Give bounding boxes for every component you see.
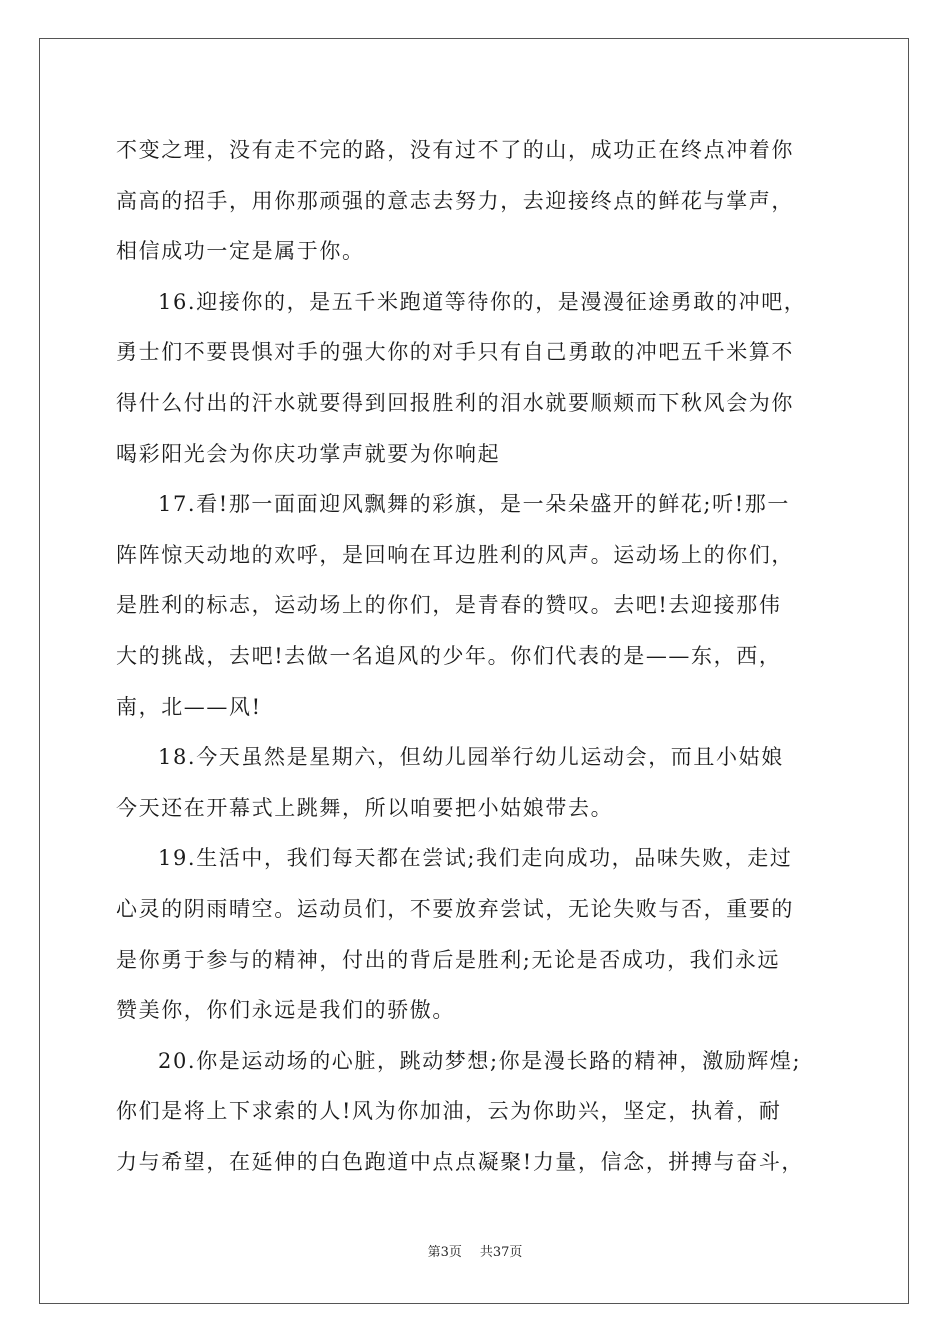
text-line: 力与希望，在延伸的白色跑道中点点凝聚!力量，信念，拼搏与奋斗，	[116, 1149, 805, 1174]
paragraph-16	[116, 277, 846, 479]
paragraph-19	[116, 833, 846, 1035]
text-line: 不变之理，没有走不完的路，没有过不了的山，成功正在终点冲着你	[116, 138, 794, 162]
text-line: 南，北——风!	[116, 694, 262, 719]
text-line: 16.迎接你的，是五千米跑道等待你的，是漫漫征途勇敢的冲吧，	[158, 289, 807, 314]
paragraph-20	[116, 1036, 846, 1188]
text-line: 勇士们不要畏惧对手的强大你的对手只有自己勇敢的冲吧五千米算不	[116, 340, 794, 365]
paragraph-18	[116, 732, 846, 833]
text-line: 18.今天虽然是星期六，但幼儿园举行幼儿运动会，而且小姑娘	[158, 745, 784, 770]
text-line: 相信成功一定是属于你。	[116, 239, 365, 264]
text-line: 高高的招手，用你那顽强的意志去努力，去迎接终点的鲜花与掌声，	[116, 188, 794, 213]
text-line: 心灵的阴雨晴空。运动员们，不要放弃尝试，无论失败与否，重要的	[116, 896, 794, 921]
text-line: 17.看!那一面面迎风飘舞的彩旗，是一朵朵盛开的鲜花;听!那一	[158, 492, 790, 517]
paragraph-17	[116, 479, 846, 732]
document-body	[116, 125, 846, 1187]
text-line: 你们是将上下求索的人!风为你加油，云为你助兴，坚定，执着，耐	[116, 1099, 782, 1124]
text-line: 阵阵惊天动地的欢呼，是回响在耳边胜利的风声。运动场上的你们，	[116, 542, 794, 567]
paragraph-continuation	[116, 125, 846, 277]
text-line: 是胜利的标志，运动场上的你们，是青春的赞叹。去吧!去迎接那伟	[116, 593, 782, 618]
text-line: 今天还在开幕式上跳舞，所以咱要把小姑娘带去。	[116, 795, 614, 820]
text-line: 是你勇于参与的精神，付出的背后是胜利;无论是否成功，我们永远	[116, 947, 781, 972]
text-line: 喝彩阳光会为你庆功掌声就要为你响起	[116, 441, 501, 466]
page-total: 共37页	[479, 1245, 523, 1260]
text-line: 赞美你，你们永远是我们的骄傲。	[116, 998, 455, 1023]
text-line: 大的挑战，去吧!去做一名追风的少年。你们代表的是——东，西，	[116, 643, 782, 668]
page-footer	[0, 1241, 950, 1260]
text-line: 20.你是运动场的心脏，跳动梦想;你是漫长路的精神，激励辉煌;	[158, 1048, 802, 1073]
text-line: 19.生活中，我们每天都在尝试;我们走向成功，品味失败，走过	[158, 846, 793, 871]
text-line: 得什么付出的汗水就要得到回报胜利的泪水就要顺颊而下秋风会为你	[116, 390, 794, 415]
page-number: 第3页	[427, 1245, 462, 1260]
